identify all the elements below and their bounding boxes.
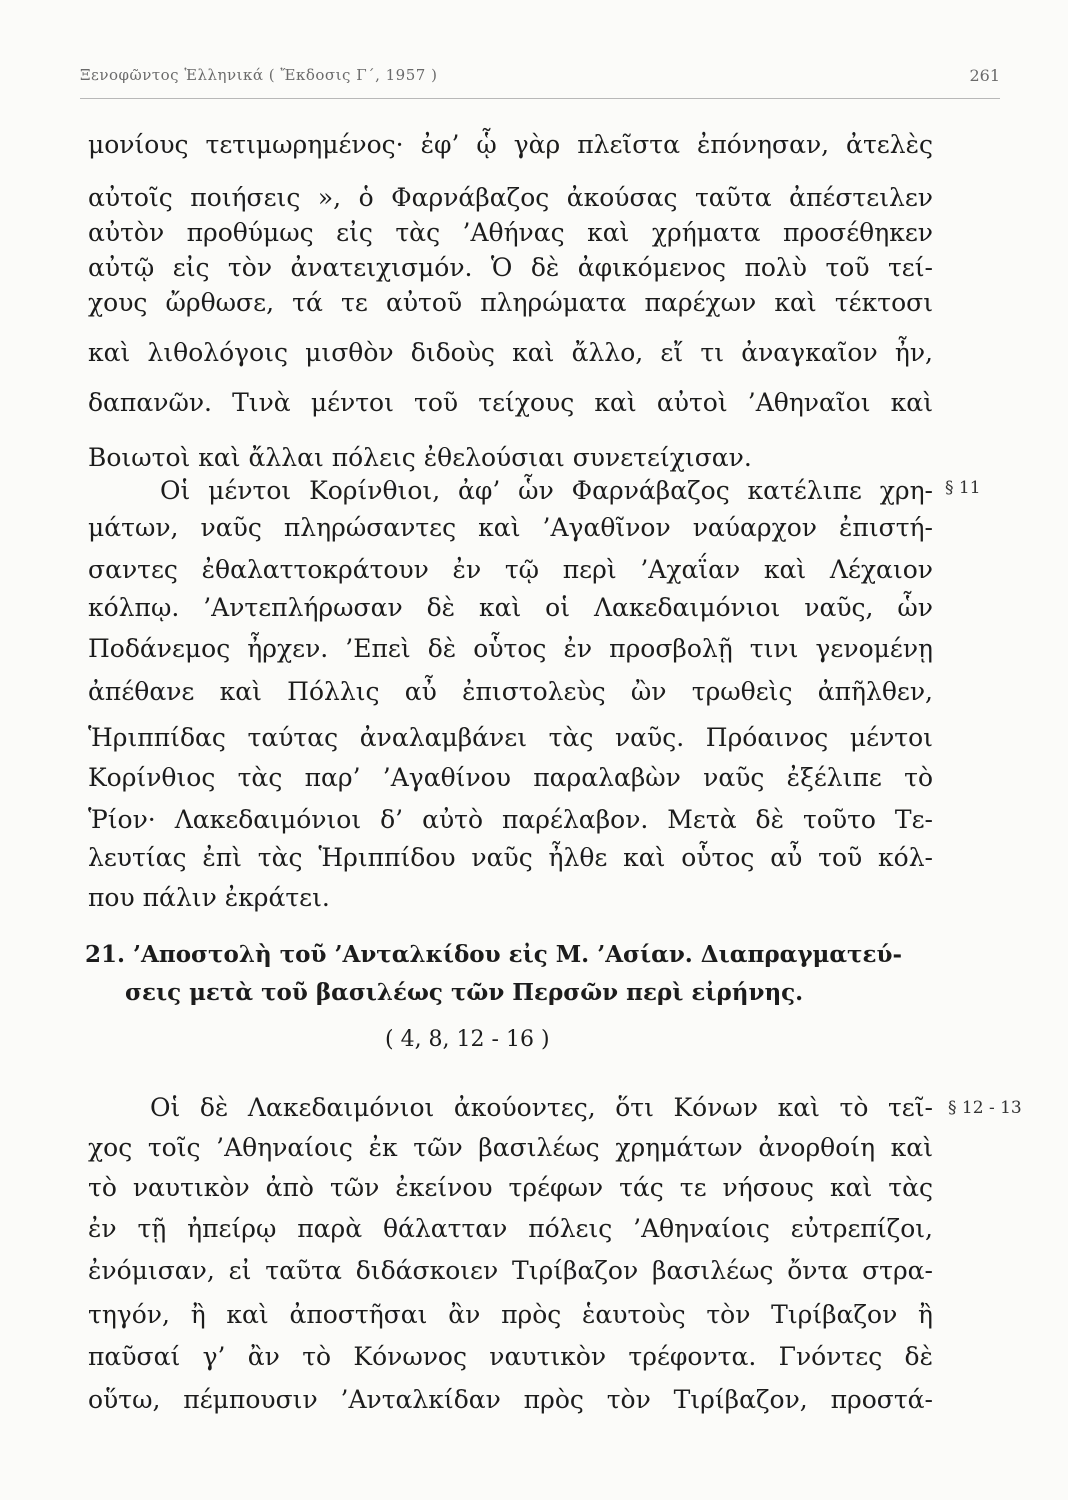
text-line: δαπανῶν. Τινὰ μέντοι τοῦ τείχους καὶ αὐτοὶ ’Αθηναῖοι καὶ [88,388,933,417]
text-line: ἀπέθανε καὶ Πόλλις αὖ ἐπιστολεὺς ὢν τρωθεὶς ἀπῆλθεν, [88,677,933,706]
section-heading-line1 [85,940,945,970]
text-line: λευτίας ἐπὶ τὰς Ἡριππίδου ναῦς ἦλθε καὶ οὗτος αὖ τοῦ κόλ- [88,843,933,872]
text-line: παῦσαί γ’ ἂν τὸ Κόνωνος ναυτικὸν τρέφοντα. Γνόντες δὲ [88,1342,933,1371]
text-line: μονίους τετιμωρημένος· ἐφ’ ᾧ γὰρ πλεῖστα ἐπόνησαν, ἀτελὲς [88,130,933,159]
section-title-part1: ’Αποστολὴ τοῦ ’Ανταλκίδου εἰς Μ. ’Ασίαν. Διαπραγματεύ- [133,941,902,968]
section-number: 21. [85,941,126,968]
text-line: οὕτω, πέμπουσιν ’Ανταλκίδαν πρὸς τὸν Τιρίβαζον, προστά- [88,1385,933,1414]
header-rule [80,98,1000,99]
text-line: χους ὤρθωσε, τά τε αὐτοῦ πληρώματα παρέχων καὶ τέκτοσι [88,288,933,317]
page-number: 261 [969,66,1000,85]
section-heading-line2: σεις μετὰ τοῦ βασιλέως τῶν Περσῶν περὶ εἰρήνης. [125,979,804,1006]
text-line: αὐτοῖς ποιήσεις », ὁ Φαρνάβαζος ἀκούσας ταῦτα ἀπέστειλεν [88,183,933,212]
text-line: Κορίνθιος τὰς παρ’ ’Αγαθίνου παραλαβὼν ναῦς ἐξέλιπε τὸ [88,763,933,792]
running-head-title: Ξενοφῶντος Ἑλληνικά ( Ἔκδοσις Γ΄, 1957 ) [80,66,438,84]
text-line: ἐνόμισαν, εἰ ταῦτα διδάσκοιεν Τιρίβαζον βασιλέως ὄντα στρα- [88,1256,933,1285]
text-line: ἐν τῇ ἠπείρῳ παρὰ θάλατταν πόλεις ’Αθηναίοις εὐτρεπίζοι, [88,1214,933,1243]
text-line: Ποδάνεμος ἦρχεν. ’Επεὶ δὲ οὗτος ἐν προσβολῇ τινι γενομένῃ [88,634,933,663]
text-line: τὸ ναυτικὸν ἀπὸ τῶν ἐκείνου τρέφων τάς τε νήσους καὶ τὰς [88,1173,933,1202]
text-line: σαντες ἐθαλαττοκράτουν ἐν τῷ περὶ ’Αχαΐαν καὶ Λέχαιον [88,555,933,584]
text-line: που πάλιν ἐκράτει. [88,883,330,912]
text-line: χος τοῖς ’Αθηναίοις ἐκ τῶν βασιλέως χρημάτων ἀνορθοίη καὶ [88,1133,933,1162]
text-line: Ἡριππίδας ταύτας ἀναλαμβάνει τὰς ναῦς. Πρόαινος μέντοι [88,723,933,752]
text-line: αὐτῷ εἰς τὸν ἀνατειχισμόν. Ὁ δὲ ἀφικόμενος πολὺ τοῦ τεί- [88,253,933,282]
text-line: καὶ λιθολόγοις μισθὸν διδοὺς καὶ ἄλλο, εἴ τι ἀναγκαῖον ἦν, [88,338,933,367]
text-line: αὐτὸν προθύμως εἰς τὰς ’Αθήνας καὶ χρήματα προσέθηκεν [88,218,933,247]
paragraph-first-line: Οἱ δὲ Λακεδαιμόνιοι ἀκούοντες, ὅτι Κόνων καὶ τὸ τεῖ- [150,1093,933,1122]
text-line: κόλπῳ. ’Αντεπλήρωσαν δὲ καὶ οἱ Λακεδαιμόνιοι ναῦς, ὧν [88,593,933,622]
section-marker-11: § 11 [945,478,981,498]
text-line: Ῥίον· Λακεδαιμόνιοι δ’ αὐτὸ παρέλαβον. Μετὰ δὲ τοῦτο Τε- [88,805,933,834]
section-reference: ( 4, 8, 12 - 16 ) [385,1027,550,1052]
running-header [80,66,1000,96]
section-marker-12-13: § 12 - 13 [948,1098,1022,1118]
text-line: Βοιωτοὶ καὶ ἄλλαι πόλεις ἐθελούσιαι συνετείχισαν. [88,443,752,472]
text-line: τηγόν, ἢ καὶ ἀποστῆσαι ἂν πρὸς ἑαυτοὺς τὸν Τιρίβαζον ἢ [88,1300,933,1329]
paragraph-first-line: Οἱ μέντοι Κορίνθιοι, ἀφ’ ὧν Φαρνάβαζος κατέλιπε χρη- [160,476,933,505]
text-line: μάτων, ναῦς πληρώσαντες καὶ ’Αγαθῖνον ναύαρχον ἐπιστή- [88,513,933,542]
